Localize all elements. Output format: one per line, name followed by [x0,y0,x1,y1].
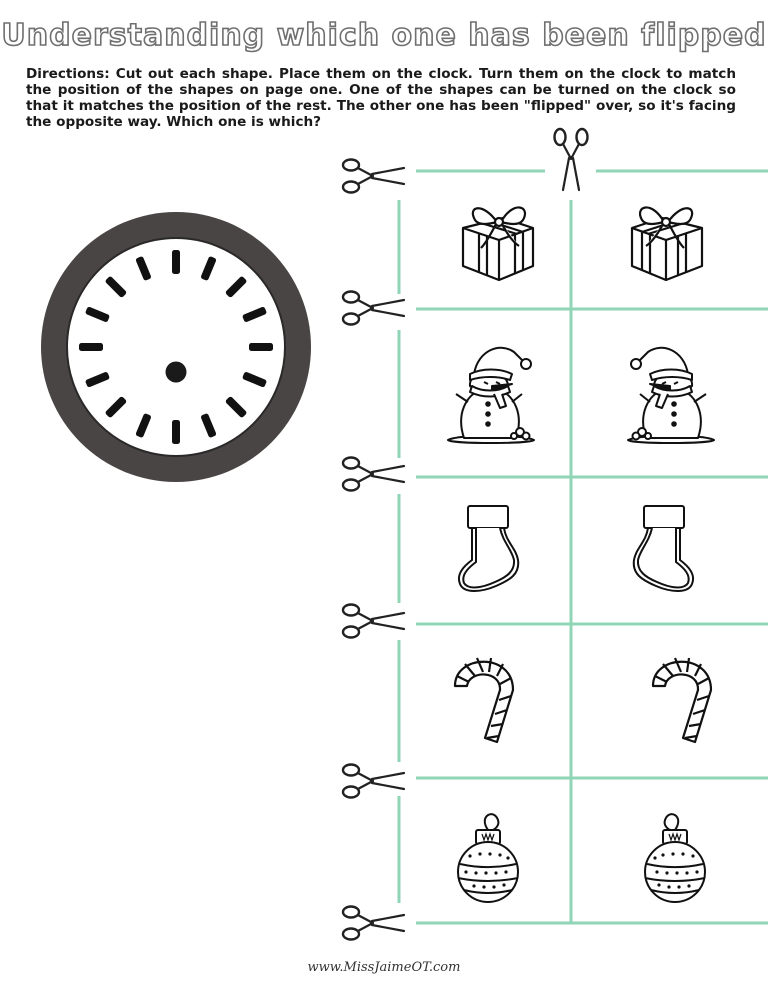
clock-face-icon [41,212,311,482]
footer-url: www.MissJaimeOT.com [307,960,461,975]
gift-icon [463,207,702,280]
cut-lines [399,171,768,923]
page-title: Understanding which one has been flipped [1,18,767,53]
directions-text: Directions: Cut out each shape. Place them on the clock. Turn them on the clock to match the position of the shapes on page one. One of the shapes can be turned on the clock so that it matches the position of the rest. The other one has been "flipped" over, so it's facing the opposite way. Which one is which? [26,66,736,130]
candy-cane-icon [455,658,711,742]
ornament-icon [458,814,705,902]
snowman-icon [448,348,714,443]
stocking-icon [459,506,693,591]
